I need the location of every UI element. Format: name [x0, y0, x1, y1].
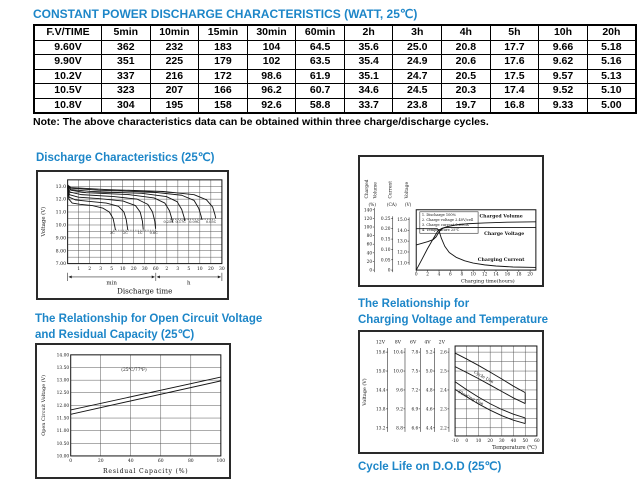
svg-text:140: 140 [363, 208, 373, 214]
table-header-cell: F.V/TIME [34, 25, 102, 40]
table-cell: 64.5 [296, 40, 345, 55]
discharge-chart-panel [36, 170, 229, 300]
svg-text:13.2: 13.2 [376, 426, 386, 432]
svg-text:100: 100 [216, 459, 226, 465]
table-cell: 24.7 [393, 69, 442, 84]
ocv-chart [37, 345, 229, 477]
svg-text:10: 10 [119, 267, 126, 273]
svg-text:3: 3 [99, 267, 103, 273]
svg-text:9.00: 9.00 [55, 236, 67, 242]
svg-text:10.0: 10.0 [55, 223, 67, 229]
svg-text:0.20: 0.20 [380, 227, 391, 233]
table-header-cell: 5min [102, 25, 151, 40]
svg-text:5: 5 [110, 267, 114, 273]
svg-text:8: 8 [460, 272, 464, 278]
table-cell: 183 [199, 40, 248, 55]
table-cell: 25.0 [393, 40, 442, 55]
discharge-chart-title: Discharge Characteristics (25℃) [36, 152, 215, 164]
svg-text:9.2: 9.2 [396, 407, 403, 413]
table-cell: 216 [150, 69, 199, 84]
svg-text:Residual Capacity (%): Residual Capacity (%) [103, 467, 189, 475]
svg-text:0: 0 [369, 268, 373, 274]
svg-text:13.0: 13.0 [397, 239, 407, 245]
svg-text:Voltage: Voltage [405, 181, 411, 199]
svg-text:-10: -10 [451, 439, 459, 445]
svg-text:4V: 4V [424, 340, 431, 346]
charging-chart [360, 157, 542, 285]
svg-text:11.00: 11.00 [56, 429, 70, 435]
table-cell: 24.9 [393, 55, 442, 70]
svg-text:20: 20 [130, 267, 137, 273]
table-cell: 35.1 [344, 69, 393, 84]
table-cell: 96.2 [247, 84, 296, 99]
svg-text:2C: 2C [123, 230, 128, 235]
table-cell: 9.57 [539, 69, 588, 84]
svg-text:40: 40 [510, 439, 517, 445]
table-cell: 323 [102, 84, 151, 99]
svg-text:0: 0 [387, 268, 391, 274]
svg-text:Charging Current: Charging Current [477, 257, 525, 263]
svg-text:15.0: 15.0 [376, 369, 386, 375]
svg-text:0: 0 [465, 439, 469, 445]
svg-text:Floating Use: Floating Use [457, 390, 485, 408]
svg-text:100: 100 [363, 225, 373, 231]
table-cell: 17.4 [490, 84, 539, 99]
svg-text:2.6: 2.6 [440, 350, 447, 356]
table-cell: 19.7 [442, 98, 491, 113]
svg-text:6.9: 6.9 [411, 407, 419, 413]
table-cell: 232 [150, 40, 199, 55]
svg-text:Voltage (V): Voltage (V) [362, 378, 369, 406]
table-cell: 207 [150, 84, 199, 99]
table-title: CONSTANT POWER DISCHARGE CHARACTERISTICS (WATT, 25℃) [33, 7, 418, 21]
svg-text:Voltage (V): Voltage (V) [41, 206, 48, 237]
title-line: and Residual Capacity (25℃) [35, 329, 195, 341]
svg-text:80: 80 [187, 459, 194, 465]
table-header-cell: 5h [490, 25, 539, 40]
table-note: Note: The above characteristics data can be obtained within three charge/discharge cycles. [33, 116, 489, 128]
table-cell: 158 [199, 98, 248, 113]
svg-text:(V): (V) [404, 203, 412, 209]
table-cell: 23.8 [393, 98, 442, 113]
table-cell: 9.33 [539, 98, 588, 113]
svg-text:2.3: 2.3 [440, 407, 447, 413]
svg-text:7.2: 7.2 [411, 388, 419, 394]
svg-text:0.05: 0.05 [380, 258, 391, 264]
svg-text:40: 40 [366, 251, 373, 257]
svg-text:Current: Current [388, 180, 394, 199]
svg-text:10.00: 10.00 [56, 454, 70, 460]
table-row [34, 84, 636, 99]
table-cell: 179 [199, 55, 248, 70]
cycle-life-title: Cycle Life on D.O.D (25℃) [358, 461, 502, 473]
svg-text:3. Charge current 0.25CA: 3. Charge current 0.25CA [421, 222, 469, 227]
table-cell: 17.5 [490, 69, 539, 84]
table-cell: 5.18 [587, 40, 636, 55]
svg-text:1C: 1C [137, 230, 143, 235]
svg-text:Charged: Charged [365, 179, 371, 199]
svg-text:20: 20 [366, 260, 373, 266]
svg-text:10.0: 10.0 [393, 369, 403, 375]
svg-text:8.8: 8.8 [396, 426, 403, 432]
table-cell: 35.4 [344, 55, 393, 70]
ocv-chart-title [35, 311, 262, 343]
svg-text:15.0: 15.0 [397, 217, 407, 223]
svg-text:11.0: 11.0 [55, 210, 67, 216]
svg-text:0.15: 0.15 [380, 237, 391, 243]
table-cell: 362 [102, 40, 151, 55]
table-header-cell: 3h [393, 25, 442, 40]
svg-text:13.0: 13.0 [55, 184, 67, 190]
svg-text:2.2: 2.2 [440, 426, 447, 432]
table-header-cell: 2h [344, 25, 393, 40]
svg-text:7.5: 7.5 [411, 369, 419, 375]
table-cell: 9.60V [34, 40, 102, 55]
svg-text:13.00: 13.00 [56, 378, 70, 384]
svg-text:6: 6 [449, 272, 452, 278]
svg-text:12: 12 [481, 272, 488, 278]
svg-text:80: 80 [366, 234, 373, 240]
title-line: Charging Voltage and Temperature [358, 314, 548, 326]
svg-text:13.50: 13.50 [56, 366, 70, 372]
table-cell: 20.5 [442, 69, 491, 84]
table-cell: 61.9 [296, 69, 345, 84]
table-cell: 9.62 [539, 55, 588, 70]
svg-text:16: 16 [504, 272, 511, 278]
svg-text:30: 30 [219, 267, 225, 273]
svg-text:2: 2 [426, 272, 429, 278]
svg-text:1: 1 [77, 267, 81, 273]
table-cell: 35.6 [344, 40, 393, 55]
svg-text:Temperature (℃): Temperature (℃) [492, 445, 537, 452]
table-cell: 34.6 [344, 84, 393, 99]
svg-text:60: 60 [534, 439, 540, 445]
table-cell: 102 [247, 55, 296, 70]
table-header-cell: 15min [199, 25, 248, 40]
discharge-chart [38, 172, 227, 298]
svg-text:14.0: 14.0 [397, 228, 407, 234]
table-cell: 104 [247, 40, 296, 55]
svg-text:9.6: 9.6 [396, 388, 403, 394]
table-cell: 9.90V [34, 55, 102, 70]
table-cell: 225 [150, 55, 199, 70]
table-row [34, 55, 636, 70]
svg-text:2V: 2V [438, 340, 445, 346]
svg-text:2.5: 2.5 [440, 369, 447, 375]
svg-text:60: 60 [157, 459, 164, 465]
svg-text:15.6: 15.6 [376, 350, 386, 356]
svg-text:14.00: 14.00 [56, 353, 70, 359]
table-cell: 17.6 [490, 55, 539, 70]
table-header-cell: 20h [587, 25, 636, 40]
table-cell: 9.52 [539, 84, 588, 99]
svg-text:30: 30 [499, 439, 505, 445]
svg-text:10.50: 10.50 [56, 441, 70, 447]
table-row [34, 98, 636, 113]
svg-text:(%): (%) [368, 203, 377, 209]
svg-text:Charging time(hours): Charging time(hours) [460, 278, 515, 285]
svg-text:120: 120 [363, 216, 373, 222]
svg-text:18: 18 [516, 272, 522, 278]
charging-temp-chart-panel [358, 330, 544, 454]
svg-text:3: 3 [176, 267, 180, 273]
svg-text:20: 20 [207, 267, 214, 273]
table-cell: 5.10 [587, 84, 636, 99]
svg-text:2: 2 [88, 267, 92, 273]
svg-text:Charge Voltage: Charge Voltage [484, 231, 525, 237]
table-header-cell: 10min [150, 25, 199, 40]
svg-text:12.0: 12.0 [55, 197, 67, 203]
table-cell: 60.7 [296, 84, 345, 99]
svg-text:30: 30 [141, 267, 148, 273]
svg-text:Open Circuit Voltage (V): Open Circuit Voltage (V) [41, 375, 48, 436]
table-row [34, 40, 636, 55]
svg-text:10: 10 [475, 439, 482, 445]
table-cell: 5.16 [587, 55, 636, 70]
table-cell: 10.5V [34, 84, 102, 99]
svg-text:10: 10 [470, 272, 476, 278]
svg-text:20: 20 [487, 439, 493, 445]
svg-text:12.00: 12.00 [56, 403, 70, 409]
table-cell: 17.7 [490, 40, 539, 55]
svg-text:Volume: Volume [373, 182, 379, 199]
svg-text:(CA): (CA) [386, 203, 397, 209]
table-header-row [34, 25, 636, 40]
table-cell: 166 [199, 84, 248, 99]
svg-text:min: min [106, 280, 117, 287]
svg-text:4.4: 4.4 [425, 426, 433, 432]
table-header-cell: 30min [247, 25, 296, 40]
svg-text:10: 10 [196, 267, 203, 273]
table-header-cell: 10h [539, 25, 588, 40]
svg-text:60: 60 [152, 267, 159, 273]
discharge-table [33, 24, 637, 114]
svg-text:4: 4 [437, 272, 441, 278]
svg-text:12.0: 12.0 [397, 250, 407, 256]
svg-text:40: 40 [127, 459, 134, 465]
svg-text:6.6: 6.6 [411, 426, 419, 432]
svg-text:5.2: 5.2 [425, 350, 433, 356]
svg-text:14.4: 14.4 [376, 388, 386, 394]
table-cell: 92.6 [247, 98, 296, 113]
svg-text:8V: 8V [394, 340, 401, 346]
table-cell: 63.5 [296, 55, 345, 70]
table-row [34, 69, 636, 84]
svg-text:20: 20 [97, 459, 104, 465]
title-line: The Relationship for [358, 298, 470, 310]
svg-text:4.8: 4.8 [425, 388, 433, 394]
svg-text:h: h [187, 280, 191, 287]
title-line: The Relationship for Open Circuit Voltage [35, 313, 263, 325]
table-cell: 5.00 [587, 98, 636, 113]
svg-text:6V: 6V [410, 340, 417, 346]
charging-temp-chart [360, 332, 542, 452]
svg-text:4. Temperature 25℃: 4. Temperature 25℃ [421, 227, 460, 232]
table-cell: 58.8 [296, 98, 345, 113]
svg-text:0: 0 [414, 272, 418, 278]
table-cell: 24.5 [393, 84, 442, 99]
table-header-cell: 4h [442, 25, 491, 40]
svg-text:4.6: 4.6 [425, 407, 433, 413]
svg-text:20: 20 [527, 272, 533, 278]
svg-text:7.8: 7.8 [411, 350, 419, 356]
ocv-chart-panel [35, 343, 231, 479]
table-cell: 351 [102, 55, 151, 70]
svg-text:10.4: 10.4 [393, 350, 403, 356]
svg-text:7.00: 7.00 [55, 262, 67, 268]
svg-text:13.8: 13.8 [376, 407, 386, 413]
table-cell: 195 [150, 98, 199, 113]
svg-text:1. Discharge 100%: 1. Discharge 100% [421, 213, 457, 218]
svg-text:0.6C: 0.6C [149, 230, 158, 235]
svg-text:5.0: 5.0 [425, 369, 433, 375]
svg-text:2.4: 2.4 [440, 388, 447, 394]
svg-text:50: 50 [522, 439, 529, 445]
svg-text:0.17C: 0.17C [175, 220, 186, 225]
table-cell: 20.3 [442, 84, 491, 99]
svg-text:2: 2 [165, 267, 169, 273]
svg-text:12.50: 12.50 [56, 391, 70, 397]
charging-chart-panel [358, 155, 544, 287]
svg-text:0: 0 [69, 459, 73, 465]
table-cell: 304 [102, 98, 151, 113]
table-cell: 16.8 [490, 98, 539, 113]
svg-text:0.25C: 0.25C [163, 220, 174, 225]
table-cell: 172 [199, 69, 248, 84]
svg-text:Discharge time: Discharge time [117, 286, 173, 296]
svg-text:0.05C: 0.05C [205, 220, 217, 225]
charging-temp-chart-title [358, 296, 548, 328]
svg-text:2. Charge voltage 2.40V/cell: 2. Charge voltage 2.40V/cell [421, 218, 474, 222]
svg-text:Cycle Use: Cycle Use [472, 370, 495, 386]
svg-text:3C: 3C [109, 230, 115, 235]
table-cell: 337 [102, 69, 151, 84]
svg-text:14: 14 [493, 272, 499, 278]
table-cell: 20.6 [442, 55, 491, 70]
svg-text:5: 5 [187, 267, 191, 273]
svg-text:(25℃/77℉): (25℃/77℉) [121, 368, 147, 374]
svg-text:8.00: 8.00 [55, 249, 67, 255]
table-cell: 33.7 [344, 98, 393, 113]
svg-text:Charged Volume: Charged Volume [479, 214, 523, 220]
table-cell: 10.2V [34, 69, 102, 84]
table-header-cell: 60min [296, 25, 345, 40]
svg-text:0.09C: 0.09C [189, 220, 200, 225]
svg-text:0.10: 0.10 [380, 247, 391, 253]
table-cell: 20.8 [442, 40, 491, 55]
svg-text:11.0: 11.0 [397, 261, 407, 267]
table-cell: 10.8V [34, 98, 102, 113]
svg-text:0.25: 0.25 [380, 216, 391, 222]
svg-text:60: 60 [366, 242, 373, 248]
table-cell: 98.6 [247, 69, 296, 84]
svg-text:11.50: 11.50 [56, 416, 70, 422]
svg-text:12V: 12V [375, 340, 386, 346]
table-cell: 5.13 [587, 69, 636, 84]
table-cell: 9.66 [539, 40, 588, 55]
